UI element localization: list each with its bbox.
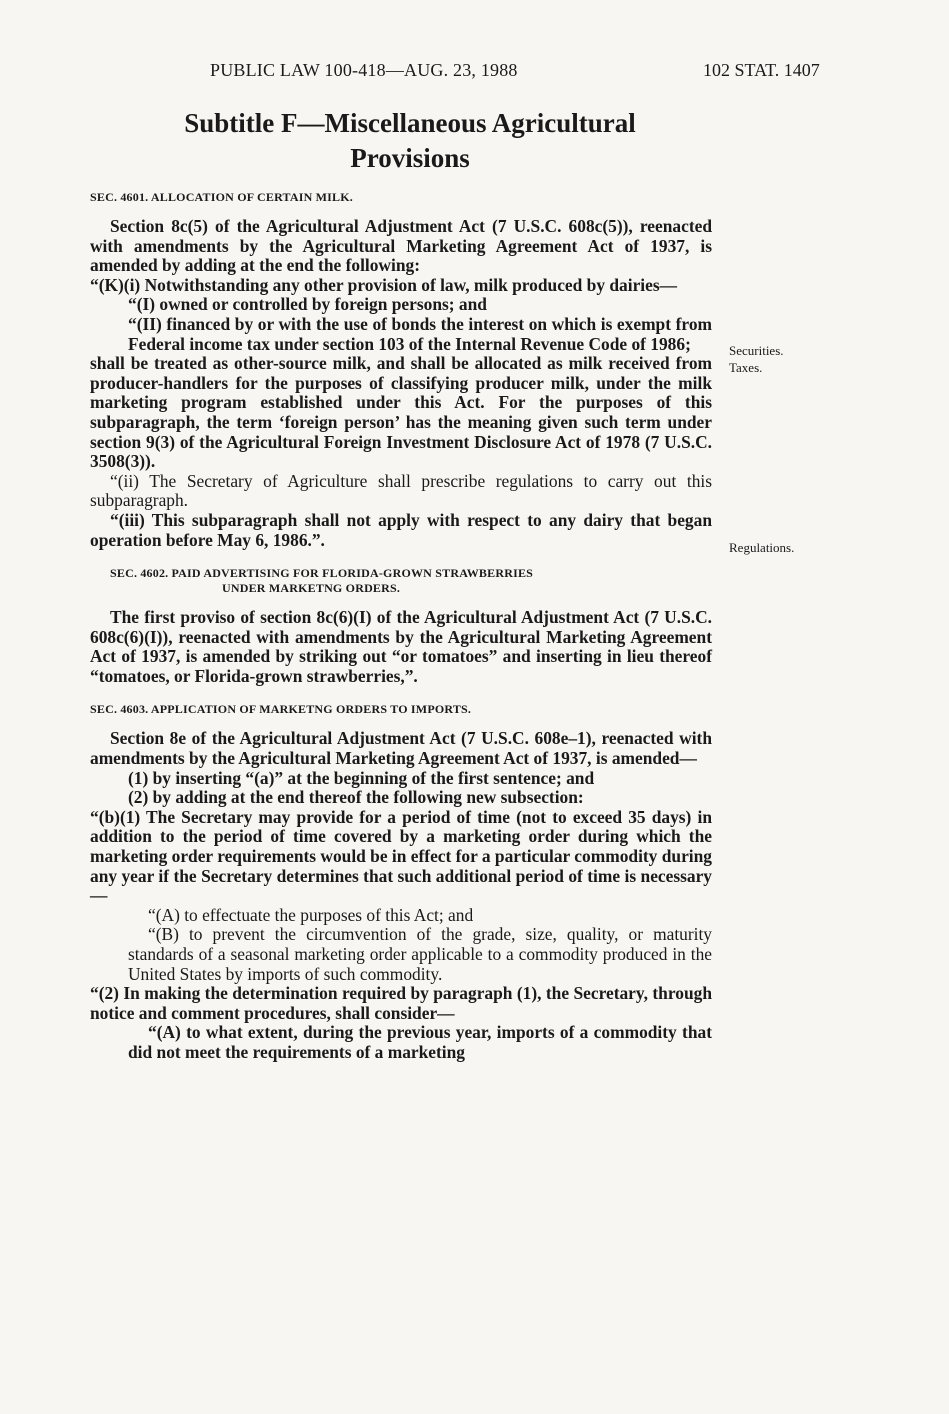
section-4601-clause-II: “(II) financed by or with the use of bonds the interest on which is exempt from Federal income tax under section 103 of the Internal Revenue Code of 1986;	[128, 313, 712, 354]
section-4601-paragraph: Section 8c(5) of the Agricultural Adjustment Act (7 U.S.C. 608c(5)), reenacted with amendments by the Agricultural Marketing Agreement Act of 1937, is amended by adding at the end the following:	[90, 216, 712, 276]
section-4603-clause-2A: “(A) to what extent, during the previous year, imports of a commodity that did not meet the requirements of a marketing	[128, 1022, 712, 1062]
subtitle-line-1: Subtitle F—Miscellaneous Agricultural	[184, 108, 636, 138]
section-4603-subsection-b1: “(b)(1) The Secretary may provide for a period of time (not to exceed 35 days) in addition to the period of time covered by a marketing order during which the marketing order requirements would be in effect for a particular commodity during any year if the Secretary determines that such additional period of time is necessary—	[90, 806, 712, 906]
margin-note-taxes: Taxes.	[729, 360, 763, 375]
running-head: PUBLIC LAW 100-418—AUG. 23, 1988	[210, 60, 518, 80]
section-4601-paragraph-shall: shall be treated as other-source milk, and shall be allocated as milk received from producer-handlers for the purposes of classifying producer milk, under the milk marketing program established under this Act. For the purposes of this subparagraph, the term ‘foreign person’ has the meaning given such term under section 9(3) of the Agricultural Foreign Investment Disclosure Act of 1978 (7 U.S.C. 3508(3)).	[90, 353, 712, 472]
section-4603-clause-A: “(A) to effectuate the purposes of this Act; and	[148, 904, 474, 925]
section-4602-heading	[90, 566, 712, 596]
section-4601-heading: SEC. 4601. ALLOCATION OF CERTAIN MILK.	[90, 190, 353, 204]
subtitle-line-2: Provisions	[350, 143, 470, 173]
section-4601-clause-k-i: “(K)(i) Notwithstanding any other provision of law, milk produced by dairies—	[90, 274, 678, 295]
section-4602-heading-line-2: UNDER MARKETNG ORDERS.	[222, 581, 401, 596]
stat-page-reference: 102 STAT. 1407	[703, 60, 820, 80]
margin-note-regulations: Regulations.	[729, 540, 795, 555]
section-4603-item-2: (2) by adding at the end thereof the following new subsection:	[128, 787, 584, 808]
section-4602-heading-line-1: SEC. 4602. PAID ADVERTISING FOR FLORIDA-GROWN STRAWBERRIES	[110, 566, 534, 581]
section-4601-clause-iii: “(iii) This subparagraph shall not apply with respect to any dairy that began operation before May 6, 1986.”.	[90, 509, 712, 550]
margin-note-securities: Securities.	[729, 343, 784, 358]
body-column	[90, 190, 712, 1063]
section-4603-heading: SEC. 4603. APPLICATION OF MARKETNG ORDERS TO IMPORTS.	[90, 702, 472, 717]
section-4601-clause-I: “(I) owned or controlled by foreign persons; and	[128, 294, 487, 315]
subtitle-heading	[110, 106, 710, 176]
section-4603-paragraph: Section 8e of the Agricultural Adjustment Act (7 U.S.C. 608e–1), reenacted with amendments by the Agricultural Marketing Agreement Act of 1937, is amended—	[90, 728, 712, 769]
section-4603-item-1: (1) by inserting “(a)” at the beginning of the first sentence; and	[128, 767, 595, 788]
section-4602-paragraph: The first proviso of section 8c(6)(I) of the Agricultural Adjustment Act (7 U.S.C. 608c(6)(I)), reenacted with amendments by the Agricultural Marketing Agreement Act of 1937, is amended by striking out “or tomatoes” and inserting in lieu thereof “tomatoes, or Florida-grown strawberries,”.	[90, 607, 712, 686]
section-4601-clause-ii: “(ii) The Secretary of Agriculture shall prescribe regulations to carry out this subparagraph.	[90, 470, 712, 511]
section-4603-subsection-2: “(2) In making the determination required by paragraph (1), the Secretary, through notice and comment procedures, shall consider—	[90, 983, 712, 1023]
section-4603-clause-B: “(B) to prevent the circumvention of the grade, size, quality, or maturity standards of a seasonal marketing order applicable to a commodity produced in the United States by imports of such commodity.	[128, 924, 712, 984]
